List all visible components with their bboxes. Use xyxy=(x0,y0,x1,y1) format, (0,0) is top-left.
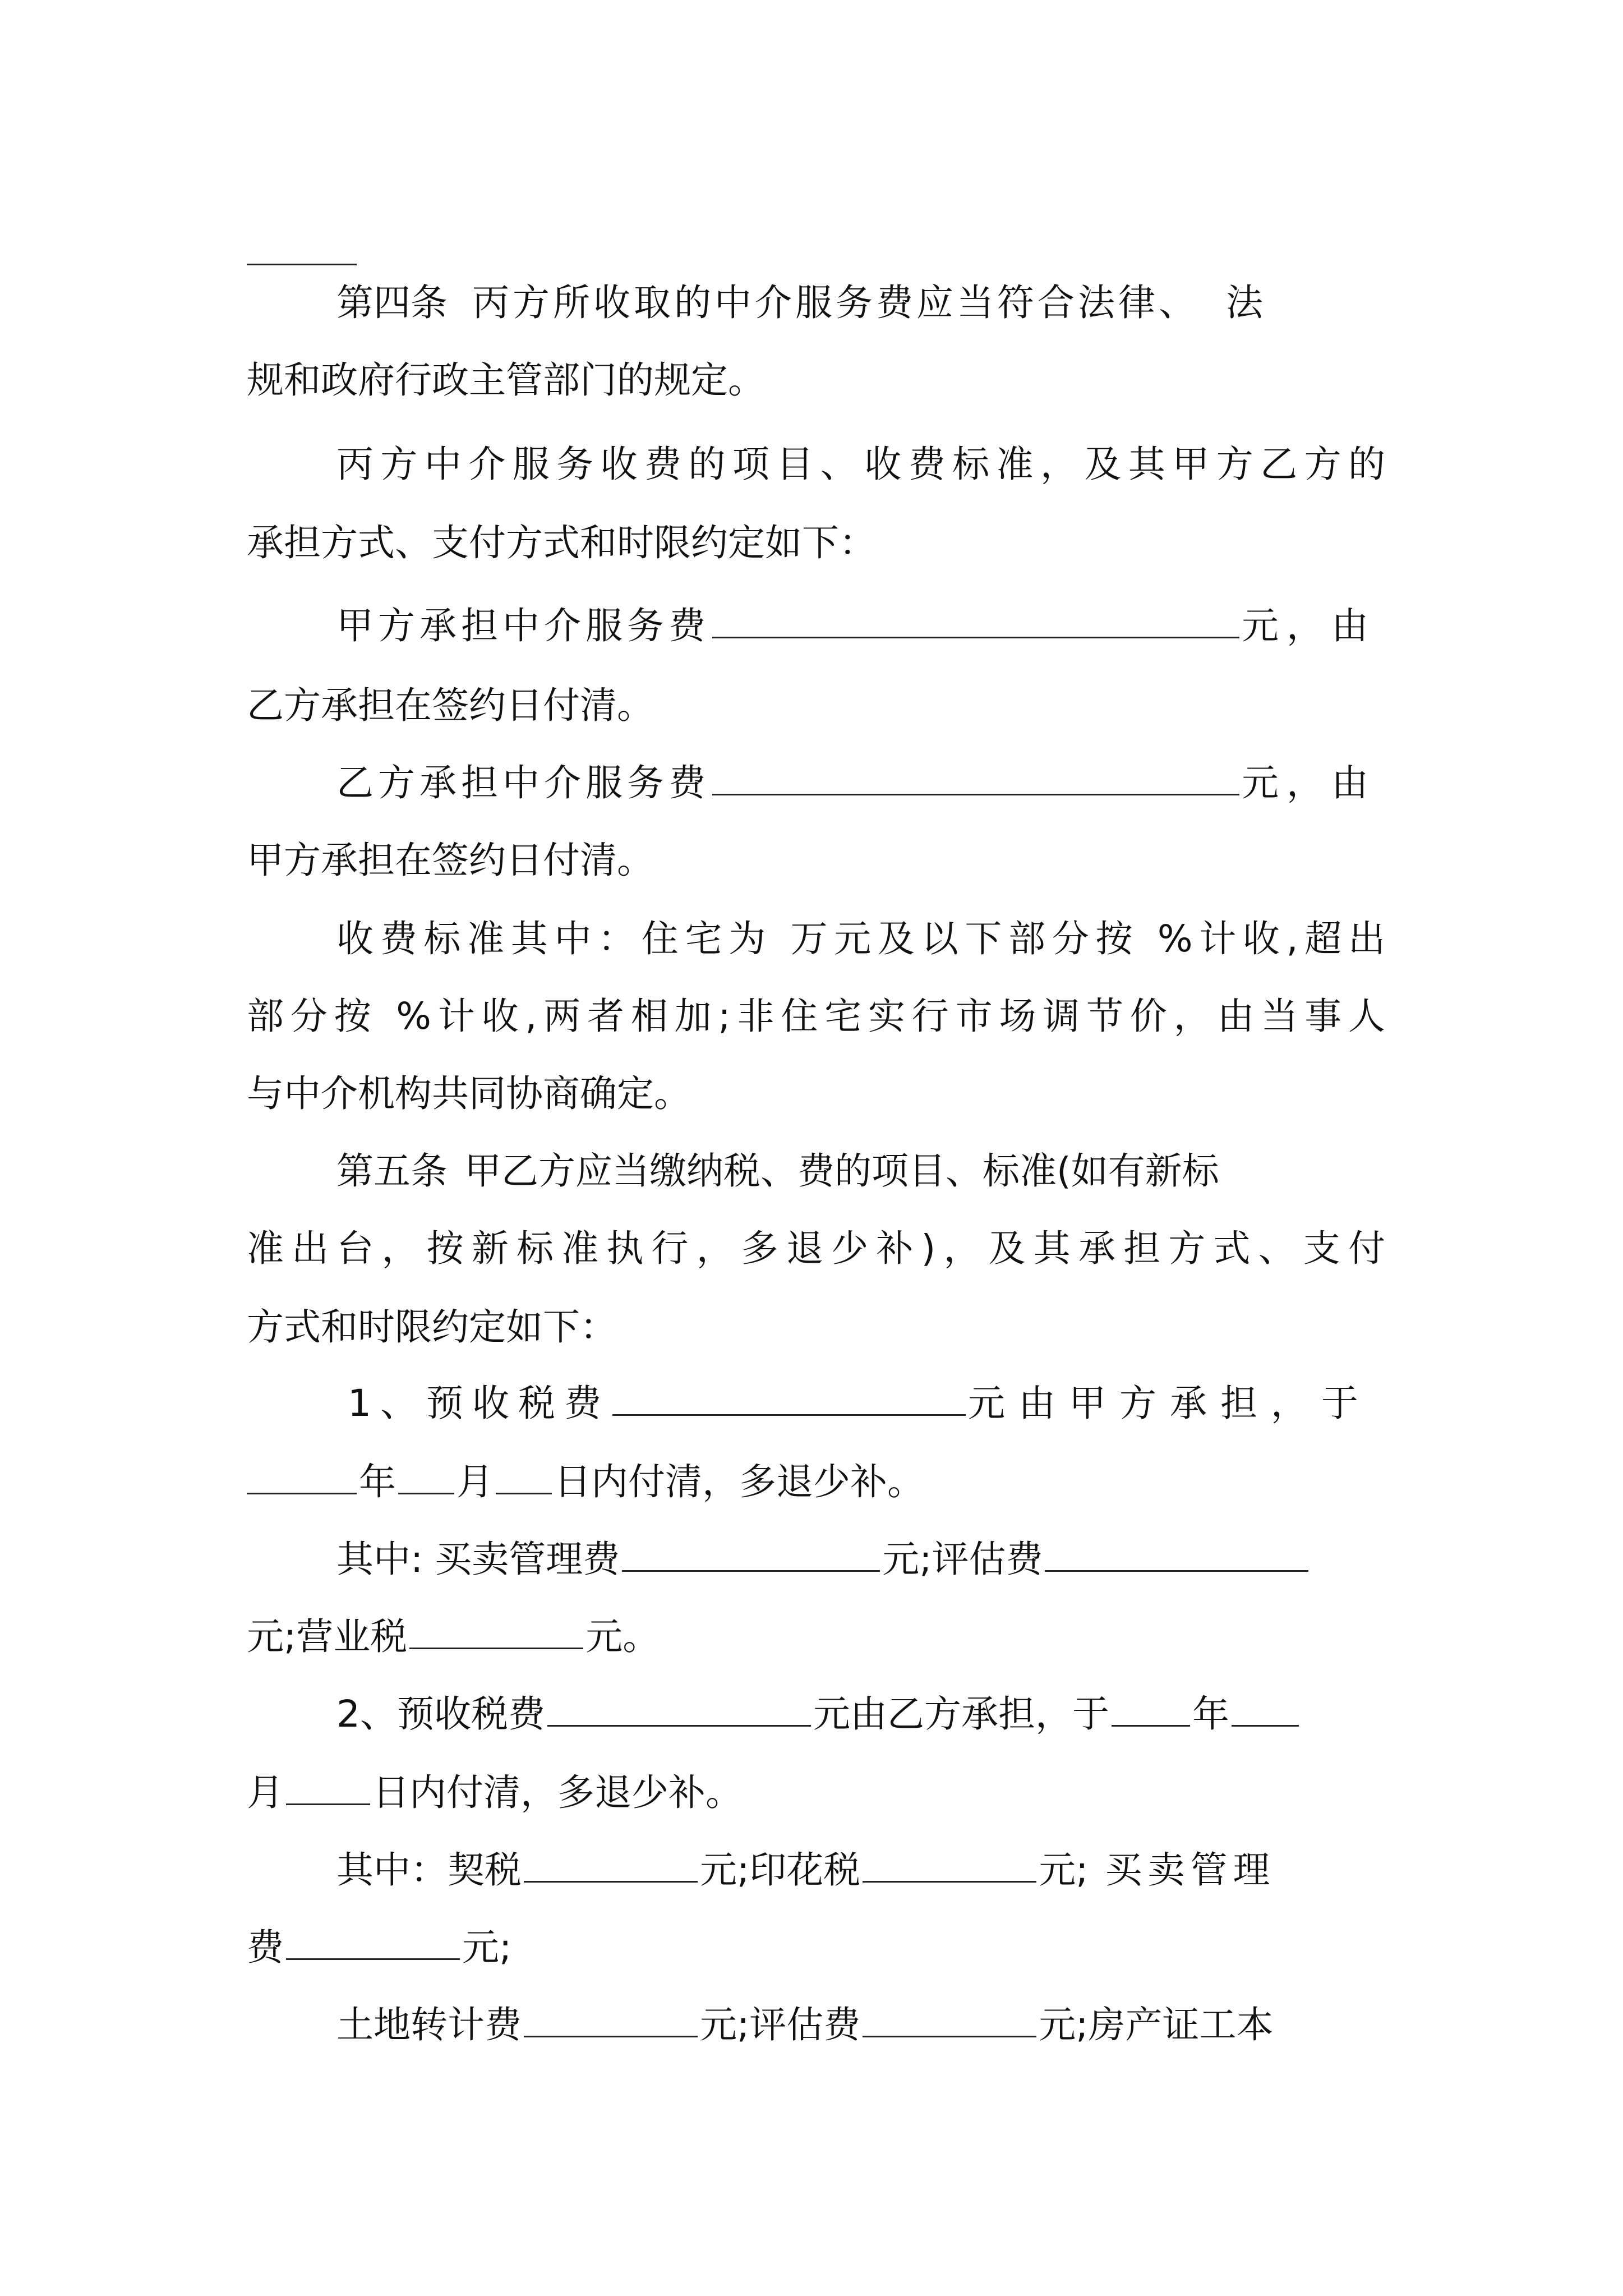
party-a-fee-line-1: 甲方承担中介服务费 元，由 xyxy=(336,587,1385,665)
item-2-line-1: 2、预收税费 元由乙方承担，于 年 xyxy=(336,1675,1385,1754)
item-1-day-blank[interactable] xyxy=(496,1456,552,1494)
party-b-fee-line-1: 乙方承担中介服务费 元，由 xyxy=(336,744,1385,822)
article-5-line-3: 方式和时限约定如下： xyxy=(247,1305,617,1349)
item-1-year-blank[interactable] xyxy=(247,1456,357,1494)
item-1-amount-blank[interactable] xyxy=(612,1377,966,1416)
item-1-line-1: 1、预收税费 元由甲方承担，于 xyxy=(348,1364,1396,1443)
item-1-line-2: 年 月 日内付清，多退少补。 xyxy=(247,1443,1385,1521)
item-1-month-blank[interactable] xyxy=(398,1456,454,1494)
standard-line-2: 部分按 %计收,两者相加;非住宅实行市场调节价，由当事人 xyxy=(247,995,1385,1038)
item-2-detail-line-2: 费 元; xyxy=(247,1908,1385,1987)
fee-items-line-2: 承担方式、支付方式和时限约定如下： xyxy=(247,521,876,564)
item-2-line-2: 月 日内付清，多退少补。 xyxy=(247,1754,1385,1832)
party-a-fee-line-2: 乙方承担在签约日付清。 xyxy=(247,684,654,727)
item-1-detail-line-1: 其中: 买卖管理费 元;评估费 xyxy=(336,1520,1385,1599)
land-transfer-fee-blank[interactable] xyxy=(524,1999,698,2037)
party-b-fee-line-2: 甲方承担在签约日付清。 xyxy=(247,839,654,882)
item-1-detail-line-2: 元;营业税 元。 xyxy=(247,1598,1385,1676)
party-a-fee-blank[interactable] xyxy=(712,600,1239,638)
stamp-tax-blank[interactable] xyxy=(863,1844,1036,1883)
land-transfer-line: 土地转计费 元;评估费 元;房产证工本 xyxy=(336,1986,1385,2064)
article-4-line-1: 第四条 丙方所收取的中介服务费应当符合法律、 法 xyxy=(336,281,1263,324)
item-2-year-blank[interactable] xyxy=(1112,1688,1190,1727)
trade-management-fee-2-blank[interactable] xyxy=(286,1921,460,1960)
appraisal-fee-2-blank[interactable] xyxy=(863,1999,1036,2037)
item-2-detail-line-1: 其中：契税 元;印花税 元; 买卖管理 xyxy=(336,1831,1385,1910)
article-5-line-2: 准出台，按新标准执行，多退少补)，及其承担方式、支付 xyxy=(247,1227,1385,1270)
article-5-heading: 第五条 xyxy=(336,1149,448,1193)
article-5-line-1: 第五条 甲乙方应当缴纳税、费的项目、标准(如有新标 xyxy=(336,1149,1219,1193)
party-b-fee-blank[interactable] xyxy=(712,757,1239,795)
standard-line-3: 与中介机构共同协商确定。 xyxy=(247,1072,691,1115)
business-tax-blank[interactable] xyxy=(409,1611,583,1649)
deed-tax-blank[interactable] xyxy=(524,1844,698,1883)
item-2-day-blank[interactable] xyxy=(286,1766,370,1805)
item-2-amount-blank[interactable] xyxy=(547,1688,811,1727)
fee-items-line-1: 丙方中介服务收费的项目、收费标准，及其甲方乙方的 xyxy=(336,443,1385,486)
item-2-month-blank-a[interactable] xyxy=(1232,1688,1299,1727)
appraisal-fee-blank[interactable] xyxy=(1045,1533,1308,1572)
article-4-line-2: 规和政府行政主管部门的规定。 xyxy=(247,358,765,402)
article-4-heading: 第四条 xyxy=(336,281,448,324)
standard-line-1: 收费标准其中：住宅为 万元及以下部分按 %计收,超出 xyxy=(336,917,1385,960)
trade-management-fee-blank[interactable] xyxy=(622,1533,880,1572)
